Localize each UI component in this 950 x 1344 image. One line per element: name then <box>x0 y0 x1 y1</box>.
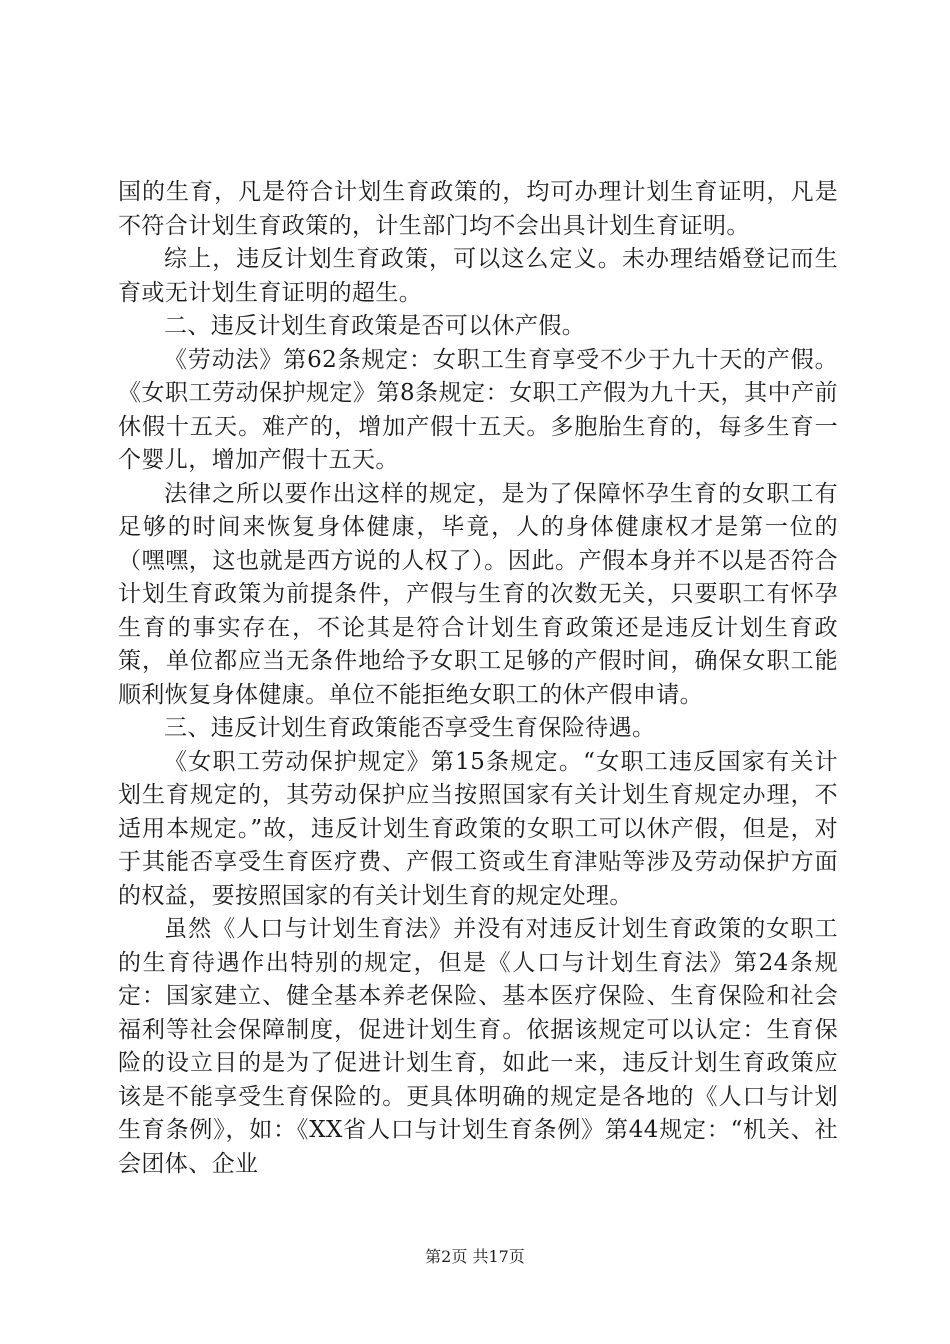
paragraph-3: 《劳动法》第62条规定：女职工生育享受不少于九十天的产假。《女职工劳动保护规定》第8条规定：女职工产假为九十天，其中产前休假十五天。难产的，增加产假十五天。多胞胎生育的，每多生育一个婴儿，增加产假十五天。 <box>118 346 838 473</box>
page-number-footer: 第2页 共17页 <box>425 1247 525 1266</box>
section-heading-3: 三、违反计划生育政策能否享受生育保险待遇。 <box>164 715 656 741</box>
paragraph-1: 国的生育，凡是符合计划生育政策的，均可办理计划生育证明，凡是不符合计划生育政策的，计生部门均不会出具计划生育证明。 <box>118 179 838 239</box>
document-body <box>118 176 838 1181</box>
paragraph-5: 《女职工劳动保护规定》第15条规定。“女职工违反国家有关计划生育规定的，其劳动保护应当按照国家有关计划生育规定办理，不适用本规定。”故，违反计划生育政策的女职工可以休产假，但是，对于其能否享受生育医疗费、产假工资或生育津贴等涉及劳动保护方面的权益，要按照国家的有关计划生育的规定处理。 <box>118 748 838 909</box>
paragraph-4: 法律之所以要作出这样的规定，是为了保障怀孕生育的女职工有足够的时间来恢复身体健康，毕竟，人的身体健康权才是第一位的（嘿嘿，这也就是西方说的人权了）。因此。产假本身并不以是否符合计划生育政策为前提条件，产假与生育的次数无关，只要职工有怀孕生育的事实存在，不论其是符合计划生育政策还是违反计划生育政策，单位都应当无条件地给予女职工足够的产假时间，确保女职工能顺利恢复身体健康。单位不能拒绝女职工的休产假申请。 <box>118 480 838 708</box>
section-heading-2: 二、违反计划生育政策是否可以休产假。 <box>164 313 586 339</box>
paragraph-2: 综上，违反计划生育政策，可以这么定义。未办理结婚登记而生育或无计划生育证明的超生。 <box>118 246 838 306</box>
paragraph-6: 虽然《人口与计划生育法》并没有对违反计划生育政策的女职工的生育待遇作出特别的规定，但是《人口与计划生育法》第24条规定：国家建立、健全基本养老保险、基本医疗保险、生育保险和社会福利等社会保障制度，促进计划生育。依据该规定可以认定：生育保险的设立目的是为了促进计划生育，如此一来，违反计划生育政策应该是不能享受生育保险的。更具体明确的规定是各地的《人口与计划生育条例》，如：《XX省人口与计划生育条例》第44规定：“机关、社会团体、企业 <box>118 916 838 1177</box>
